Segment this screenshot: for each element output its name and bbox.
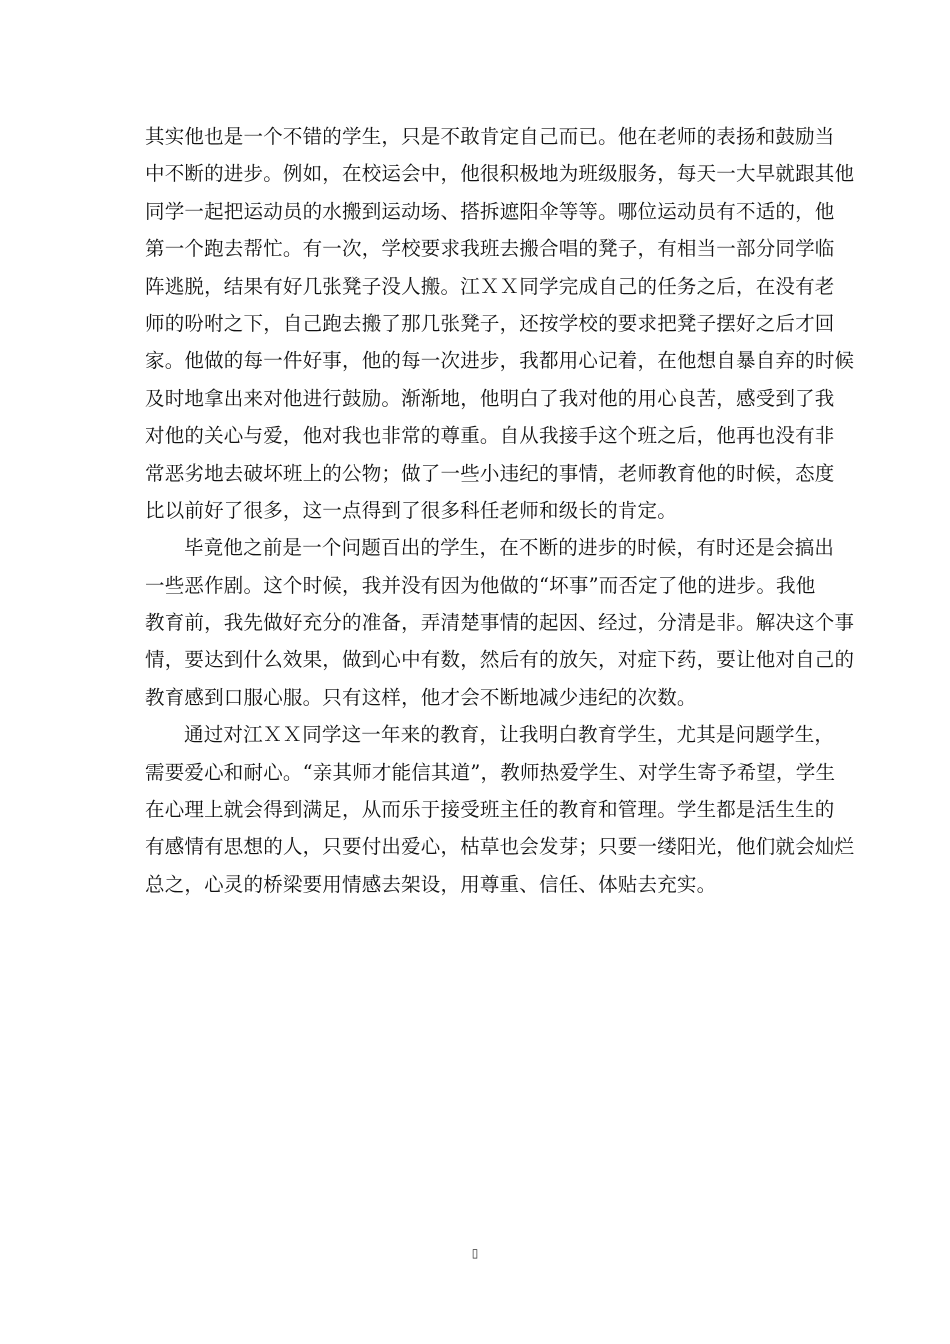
- text-line: 常恶劣地去破坏班上的公物；做了一些小违纪的事情，老师教育他的时候，态度: [145, 461, 835, 485]
- text-line: 在心理上就会得到满足，从而乐于接受班主任的教育和管理。学生都是活生生的: [145, 798, 835, 822]
- text-line: 有感情有思想的人，只要付出爱心，枯草也会发芽；只要一缕阳光，他们就会灿烂: [145, 835, 855, 859]
- text-line: 比以前好了很多，这一点得到了很多科任老师和级长的肯定。: [145, 498, 677, 522]
- text-line: 一些恶作剧。这个时候，我并没有因为他做的“坏事”而否定了他的进步。我他: [145, 573, 816, 597]
- text-line: 对他的关心与爱，他对我也非常的尊重。自从我接手这个班之后，他再也没有非: [145, 424, 835, 448]
- text-line: 家。他做的每一件好事，他的每一次进步，我都用心记着，在他想自暴自弃的时候: [145, 349, 855, 373]
- page-number: ▯: [471, 1246, 479, 1260]
- text-line: 通过对江ＸＸ同学这一年来的教育，让我明白教育学生，尤其是问题学生，: [184, 723, 835, 747]
- text-line: 中不断的进步。例如，在校运会中，他很积极地为班级服务，每天一大早就跟其他: [145, 162, 855, 186]
- text-line: 总之，心灵的桥梁要用情感去架设，用尊重、信任、体贴去充实。: [145, 872, 717, 896]
- body-text: [145, 118, 855, 903]
- text-line: 需要爱心和耐心。“亲其师才能信其道”，教师热爱学生、对学生寄予希望，学生: [145, 760, 836, 784]
- text-line: 情，要达到什么效果，做到心中有数，然后有的放矢，对症下药，要让他对自己的: [145, 648, 855, 672]
- text-line: 第一个跑去帮忙。有一次，学校要求我班去搬合唱的凳子，有相当一部分同学临: [145, 237, 835, 261]
- text-line: 同学一起把运动员的水搬到运动场、搭拆遮阳伞等等。哪位运动员有不适的，他: [145, 199, 835, 223]
- text-line: 教育感到口服心服。只有这样，他才会不断地减少违纪的次数。: [145, 685, 697, 709]
- text-line: 教育前，我先做好充分的准备，弄清楚事情的起因、经过，分清是非。解决这个事: [145, 611, 855, 635]
- text-line: 阵逃脱，结果有好几张凳子没人搬。江ＸＸ同学完成自己的任务之后，在没有老: [145, 274, 835, 298]
- text-line: 师的吩咐之下，自己跑去搬了那几张凳子，还按学校的要求把凳子摆好之后才回: [145, 311, 835, 335]
- text-line: 其实他也是一个不错的学生，只是不敢肯定自己而已。他在老师的表扬和鼓励当: [145, 125, 835, 148]
- text-line: 及时地拿出来对他进行鼓励。渐渐地，他明白了我对他的用心良苦，感受到了我: [145, 386, 835, 410]
- text-line: 毕竟他之前是一个问题百出的学生，在不断的进步的时候，有时还是会搞出: [184, 536, 835, 560]
